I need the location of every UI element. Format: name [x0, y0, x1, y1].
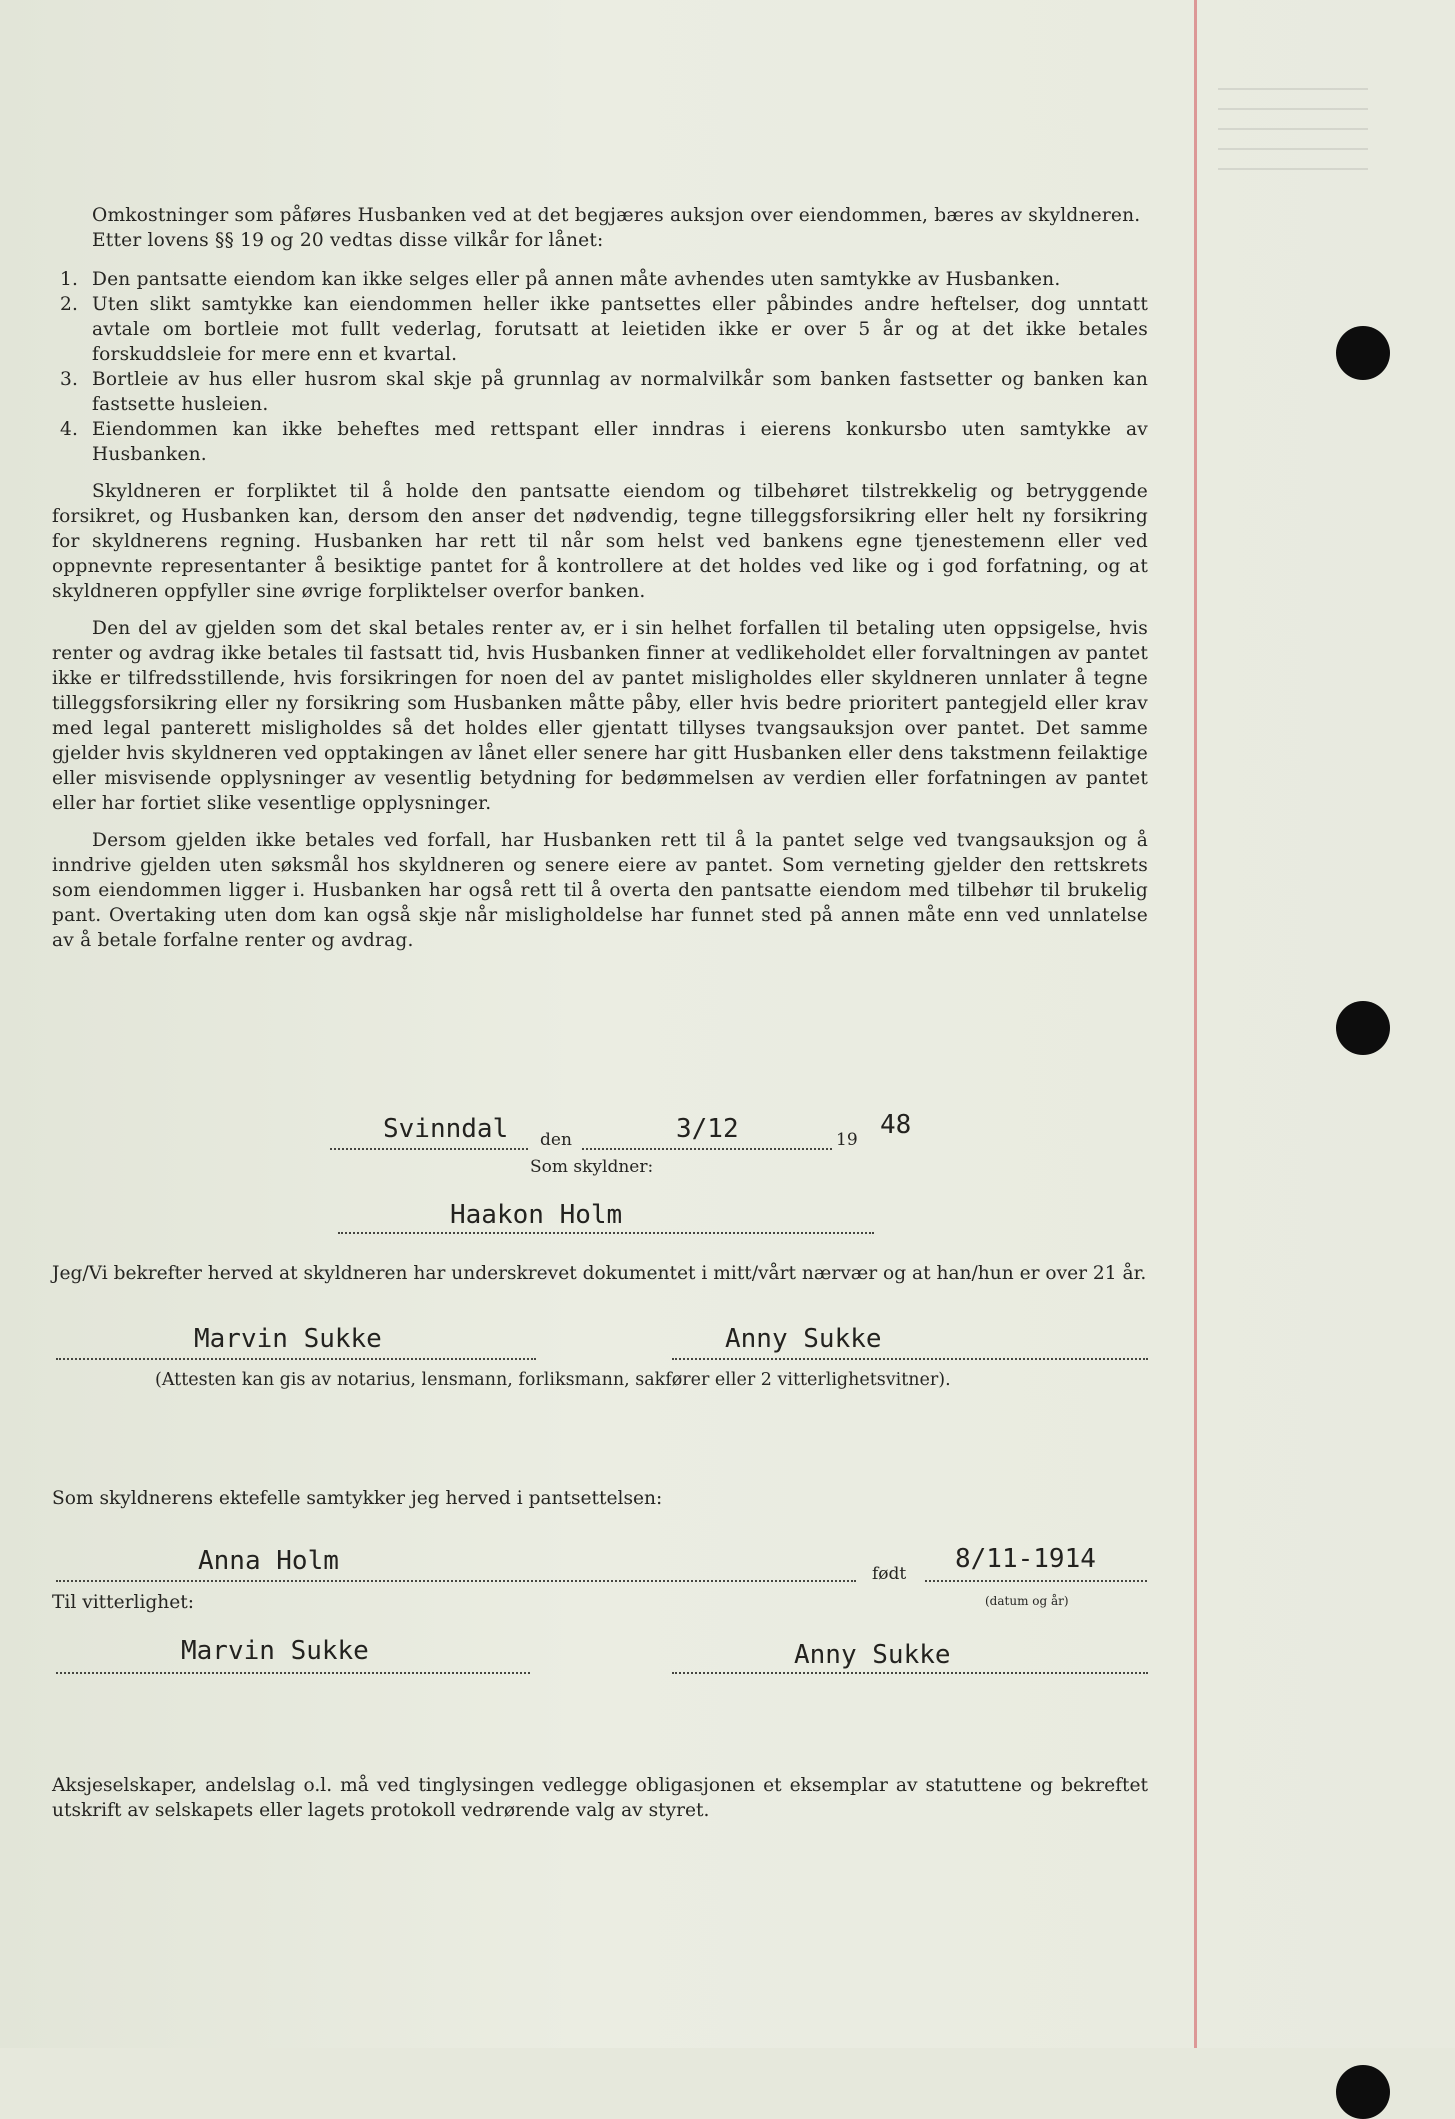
spouse-dots — [56, 1580, 856, 1582]
default-paragraph: Den del av gjelden som det skal betales renter av, er i sin helhet forfallen til betaling uten oppsigelse, hvis renter og avdrag ikke betales til fastsatt tid, hvis Husbanken finner at vedlikeholdet eller forvaltningen av pantet ikke er tilfredsstillende, hvis forsikringen for noen del av pantet misligholdes eller skyldneren unnlater å tegne tilleggsforsikring eller ny forsikring som Husbanken måtte påby, eller hvis bedre prioritert pantegjeld eller krav med legal panterett misligholdes så det holdes eller gjentatt tillyses tvangsauksjon over pantet. Det samme gjelder hvis skyldneren ved opptakingen av lånet eller senere har gitt Husbanken eller dens takstmenn feilaktige eller misvisende opplysninger av vesentlig betydning for bedømmelsen av verdien eller forfatningen av pantet eller har fortiet slike vesentlige opplysninger. — [52, 618, 1148, 814]
debtor-dots — [338, 1232, 874, 1234]
punch-hole — [1336, 326, 1390, 380]
condition-item: 1. Den pantsatte eiendom kan ikke selges eller på annen måte avhendes uten samtykke av Husbanken. — [60, 269, 1061, 290]
witness-2-signature: Anny Sukke — [725, 1324, 882, 1354]
enforcement-paragraph: Dersom gjelden ikke betales ved forfall, har Husbanken rett til å la pantet selge ved tvangsauksjon og å inndrive gjelden uten søksmål hos skyldneren og senere eiere av pantet. Som verneting gjelder den rettskrets som eiendommen ligger i. Husbanken har også rett til å overta den pantsatte eiendom med tilbehør til brukelig pant. Overtaking uten dom kan også skje når misligholdelse har funnet sted på annen måte enn ved unnlatelse av å betale forfalne renter og avdrag. — [52, 830, 1148, 951]
year-prefix: 19 — [836, 1130, 858, 1150]
place-dots — [330, 1148, 528, 1150]
born-label: født — [872, 1564, 907, 1584]
witness-1-signature: Marvin Sukke — [194, 1324, 382, 1354]
born-date-handwritten: 8/11-1914 — [955, 1544, 1096, 1574]
born-hint: (datum og år) — [985, 1594, 1069, 1608]
den-label: den — [540, 1130, 572, 1150]
place-handwritten: Svinndal — [383, 1114, 509, 1144]
witness-4-dots — [672, 1672, 1148, 1674]
condition-item: 4. Eiendommen kan ikke beheftes med rettspant eller inndras i eierens konkursbo uten samtykke av Husbanken. — [60, 419, 1148, 465]
conditions-list — [52, 267, 1148, 467]
intro-line-1: Omkostninger som påføres Husbanken ved at det begjæres auksjon over eiendommen, bæres av skyldneren. — [92, 205, 1141, 226]
condition-item: 2. Uten slikt samtykke kan eiendommen heller ikke pantsettes eller påbindes andre heftelser, dog unntatt avtale om bortleie mot fullt vederlag, forutsatt at leietiden ikke er over 5 år og at det ikke betales forskuddsleie for mere enn et kvartal. — [60, 294, 1148, 365]
punch-hole — [1336, 1001, 1390, 1055]
debtor-role-label: Som skyldner: — [530, 1157, 654, 1177]
spouse-signature: Anna Holm — [198, 1546, 339, 1576]
spouse-consent: Som skyldnerens ektefelle samtykker jeg herved i pantsettelsen: — [52, 1488, 663, 1509]
witness-3-signature: Marvin Sukke — [181, 1636, 369, 1666]
witness-4-signature: Anny Sukke — [794, 1640, 951, 1670]
attest-note: (Attesten kan gis av notarius, lensmann, forliksmann, sakfører eller 2 vitterlighetsvitner). — [155, 1370, 951, 1390]
witness-1-dots — [56, 1358, 536, 1360]
intro-block — [52, 203, 1148, 953]
condition-item: 3. Bortleie av hus eller husrom skal skje på grunnlag av normalvilkår som banken fastsetter og banken kan fastsette husleien. — [60, 369, 1148, 415]
footer-note: Aksjeselskaper, andelslag o.l. må ved tinglysingen vedlegge obligasjonen et eksemplar av statuttene og bekreftet utskrift av selskapets eller lagets protokoll vedrørende valg av styret. — [52, 1775, 1148, 1821]
witness-3-dots — [56, 1672, 530, 1674]
born-dots — [925, 1580, 1147, 1582]
punch-hole — [1336, 2065, 1390, 2119]
date-dots — [582, 1148, 832, 1150]
intro-line-2: Etter lovens §§ 19 og 20 vedtas disse vilkår for lånet: — [92, 230, 604, 251]
witness-label: Til vitterlighet: — [52, 1592, 195, 1613]
year-handwritten: 48 — [880, 1110, 912, 1140]
debtor-signature: Haakon Holm — [450, 1200, 623, 1230]
bleed-through — [1218, 70, 1368, 180]
witness-confirmation: Jeg/Vi bekrefter herved at skyldneren har underskrevet dokumentet i mitt/vårt nærvær og at han/hun er over 21 år. — [52, 1263, 1147, 1284]
insurance-paragraph: Skyldneren er forpliktet til å holde den pantsatte eiendom og tilbehøret tilstrekkelig og betryggende forsikret, og Husbanken kan, dersom den anser det nødvendig, tegne tilleggsforsikring eller helt ny forsikring for skyldnerens regning. Husbanken har rett til når som helst ved bankens egne tjenestemenn eller ved oppnevnte representanter å besiktige pantet for å kontrollere at det holdes ved like og i god forfatning, og at skyldneren oppfyller sine øvrige forpliktelser overfor banken. — [52, 481, 1148, 602]
witness-2-dots — [672, 1358, 1148, 1360]
date-handwritten: 3/12 — [676, 1114, 739, 1144]
margin-rule — [1194, 0, 1197, 2048]
